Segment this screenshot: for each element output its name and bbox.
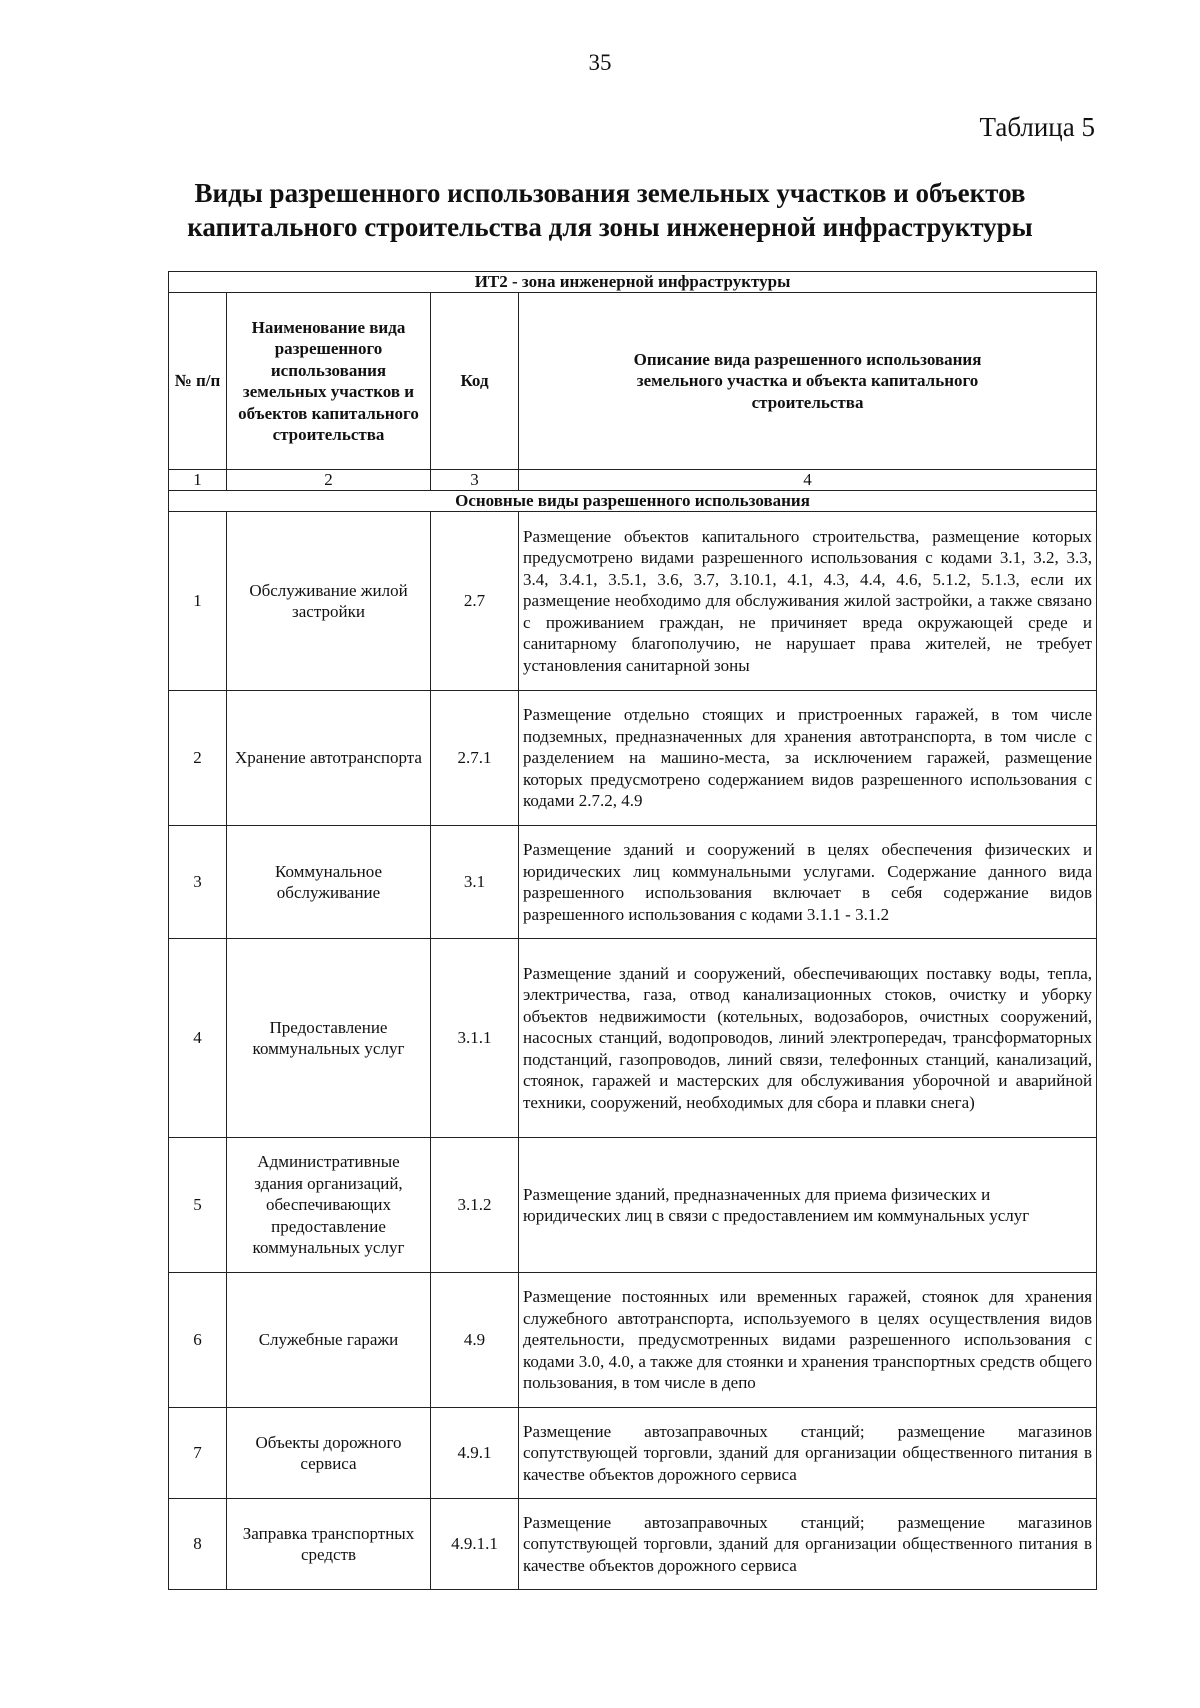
row-code: 2.7.1 — [431, 691, 519, 826]
row-number: 2 — [169, 691, 227, 826]
table-caption: Таблица 5 — [979, 112, 1095, 142]
row-code: 4.9.1 — [431, 1408, 519, 1499]
row-code: 3.1 — [431, 826, 519, 939]
row-code: 3.1.1 — [431, 939, 519, 1138]
row-number: 3 — [169, 826, 227, 939]
land-use-table — [168, 271, 1097, 1590]
row-code: 3.1.2 — [431, 1138, 519, 1273]
table-row — [169, 691, 1097, 826]
table-row — [169, 1273, 1097, 1408]
row-description: Размещение зданий и сооружений в целях обеспечения физических и юридических лиц коммунальными услугами. Содержание данного вида разрешенного использования включает в себя содержание видов разрешенного использования с кодами 3.1.1 - 3.1.2 — [519, 826, 1097, 939]
header-num: № п/п — [169, 293, 227, 470]
page-number: 35 — [588, 50, 612, 75]
row-name: Предоставление коммунальных услуг — [227, 939, 431, 1138]
row-code: 4.9.1.1 — [431, 1499, 519, 1590]
document-title: Виды разрешенного использования земельных участков и объектов капитального строительства для зоны инженерной инфраструктуры — [187, 178, 1033, 242]
row-description: Размещение отдельно стоящих и пристроенных гаражей, в том числе подземных, предназначенных для хранения автотранспорта, в том числе с разделением на машино-места, за исключением гаражей, размещение которых предусмотрено содержанием видов разрешенного использования с кодами 2.7.2, 4.9 — [519, 691, 1097, 826]
header-name: Наименование вида разрешенного использования земельных участков и объектов капитального строительства — [227, 293, 431, 470]
table-row — [169, 512, 1097, 691]
row-code: 4.9 — [431, 1273, 519, 1408]
row-code: 2.7 — [431, 512, 519, 691]
column-number: 1 — [169, 470, 227, 491]
row-name: Служебные гаражи — [227, 1273, 431, 1408]
row-description: Размещение постоянных или временных гаражей, стоянок для хранения служебного автотранспорта, используемого в целях осуществления видов деятельности, предусмотренных видами разрешенного использования с кодами 3.0, 4.0, а также для стоянки и хранения транспортных средств общего пользования, в том числе в депо — [519, 1273, 1097, 1408]
section-row — [169, 491, 1097, 512]
row-description: Размещение автозаправочных станций; размещение магазинов сопутствующей торговли, зданий для организации общественного питания в качестве объектов дорожного сервиса — [519, 1499, 1097, 1590]
zone-title: ИТ2 - зона инженерной инфраструктуры — [169, 272, 1097, 293]
column-number: 2 — [227, 470, 431, 491]
row-description: Размещение зданий, предназначенных для приема физических и юридических лиц в связи с предоставлением им коммунальных услуг — [519, 1138, 1097, 1273]
row-name: Обслуживание жилой застройки — [227, 512, 431, 691]
header-desc: Описание вида разрешенного использования земельного участка и объекта капитального строительства — [519, 293, 1097, 470]
row-description: Размещение зданий и сооружений, обеспечивающих поставку воды, тепла, электричества, газа, отвод канализационных стоков, очистку и уборку объектов недвижимости (котельных, водозаборов, очистных сооружений, насосных станций, водопроводов, линий электропередач, трансформаторных подстанций, газопроводов, линий связи, телефонных станций, канализаций, стоянок, гаражей и мастерских для обслуживания уборочной и аварийной техники, сооружений, необходимых для сбора и плавки снега) — [519, 939, 1097, 1138]
column-number-row — [169, 470, 1097, 491]
row-name: Хранение автотранспорта — [227, 691, 431, 826]
row-number: 8 — [169, 1499, 227, 1590]
row-number: 4 — [169, 939, 227, 1138]
table-row — [169, 1499, 1097, 1590]
row-name: Коммунальное обслуживание — [227, 826, 431, 939]
zone-title-row — [169, 272, 1097, 293]
row-number: 7 — [169, 1408, 227, 1499]
table-row — [169, 1408, 1097, 1499]
column-number: 4 — [519, 470, 1097, 491]
row-number: 5 — [169, 1138, 227, 1273]
table-row — [169, 826, 1097, 939]
row-name: Административные здания организаций, обеспечивающих предоставление коммунальных услуг — [227, 1138, 431, 1273]
header-row — [169, 293, 1097, 470]
row-description: Размещение объектов капитального строительства, размещение которых предусмотрено видами разрешенного использования с кодами 3.1, 3.2, 3.3, 3.4, 3.4.1, 3.5.1, 3.6, 3.7, 3.10.1, 4.1, 4.3, 4.4, 4.6, 5.1.2, 5.1.3, если их размещение необходимо для обслуживания жилой застройки, а также связано с проживанием граждан, не причиняет вреда окружающей среде и санитарному благополучию, не нарушает права жителей, не требует установления санитарной зоны — [519, 512, 1097, 691]
row-number: 6 — [169, 1273, 227, 1408]
row-number: 1 — [169, 512, 227, 691]
table-row — [169, 1138, 1097, 1273]
column-number: 3 — [431, 470, 519, 491]
section-title: Основные виды разрешенного использования — [169, 491, 1097, 512]
row-name: Заправка транспортных средств — [227, 1499, 431, 1590]
row-description: Размещение автозаправочных станций; размещение магазинов сопутствующей торговли, зданий для организации общественного питания в качестве объектов дорожного сервиса — [519, 1408, 1097, 1499]
row-name: Объекты дорожного сервиса — [227, 1408, 431, 1499]
header-code: Код — [431, 293, 519, 470]
table-row — [169, 939, 1097, 1138]
